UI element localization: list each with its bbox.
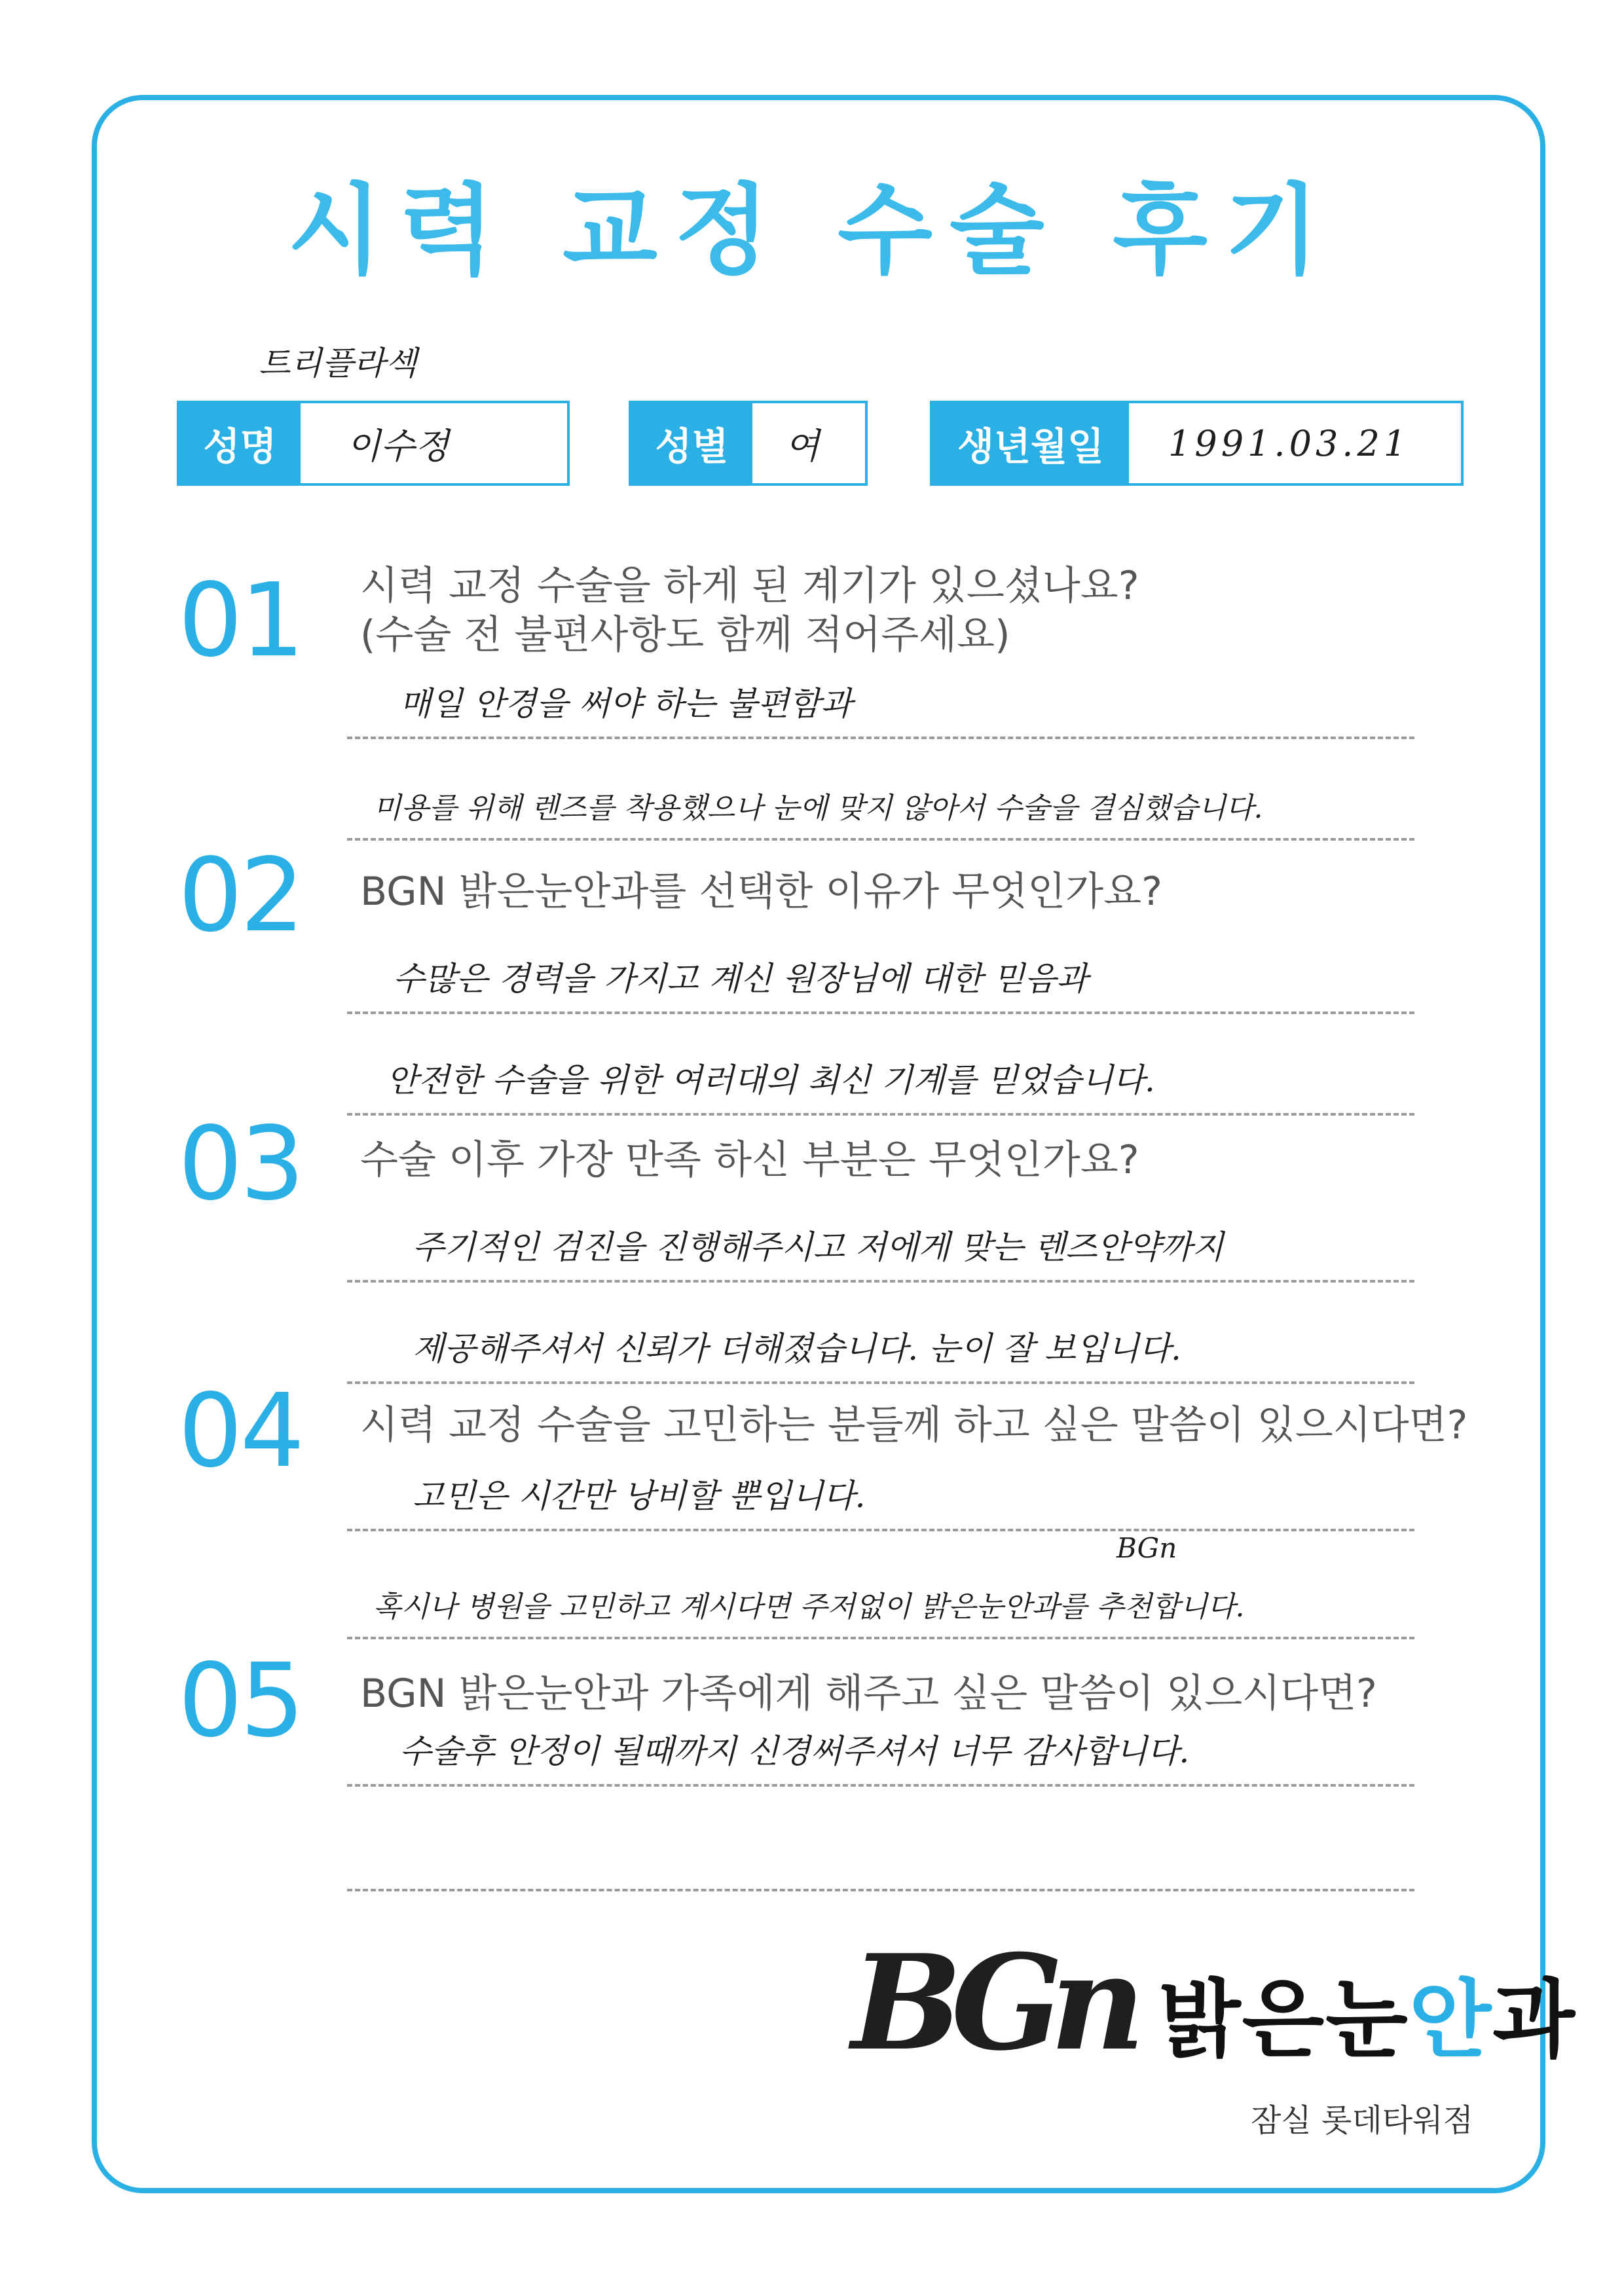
clinic-logo [851,1926,1576,2080]
clinic-name-part1: 밝은눈 [1158,1970,1409,2069]
answer-line-5b [347,1823,1414,1891]
birth-label: 생년월일 [932,403,1129,483]
surgery-type-note: 트리플라섹 [259,344,417,382]
clinic-name [1158,1970,1576,2069]
answer-line-4a [347,1463,1414,1531]
answer-line-1b [347,773,1414,841]
name-value: 이수정 [346,425,449,467]
question-number-2: 02 [178,836,303,955]
bgn-handwritten-note: BGn [1116,1532,1177,1564]
answer-line-2a [347,946,1414,1014]
question-1-line1: 시력 교정 수술을 하게 된 계기가 있으셨나요? [360,563,1139,609]
clinic-name-part2: 과 [1492,1970,1576,2069]
answer-3b: 제공해주셔서 신뢰가 더해졌습니다. 눈이 잘 보입니다. [413,1330,1181,1368]
question-3: 수술 이후 가장 만족 하신 부분은 무엇인가요? [360,1137,1139,1183]
branch-name: 잠실 롯데타워점 [1251,2102,1473,2139]
answer-1b: 미용를 위해 렌즈를 착용했으나 눈에 맞지 않아서 수술을 결심했습니다. [373,792,1263,825]
question-5: BGN 밝은눈안과 가족에게 해주고 싶은 말씀이 있으시다면? [360,1671,1377,1717]
gender-label: 성별 [631,403,752,483]
answer-3a: 주기적인 검진을 진행해주시고 저에게 맞는 렌즈안약까지 [413,1228,1224,1266]
question-2: BGN 밝은눈안과를 선택한 이유가 무엇인가요? [360,869,1162,915]
answer-2b: 안전한 수술을 위한 여러대의 최신 기계를 믿었습니다. [386,1061,1155,1099]
answer-4b: 혹시나 병원을 고민하고 계시다면 주저없이 밝은눈안과를 추천합니다. [373,1590,1245,1624]
answer-line-5a [347,1719,1414,1787]
answer-line-4b [347,1571,1414,1639]
gender-value: 여 [785,425,820,467]
question-number-4: 04 [178,1372,303,1490]
birth-value: 1991.03.21 [1168,422,1411,464]
answer-line-3b [347,1316,1414,1384]
question-number-5: 05 [178,1641,303,1760]
page-title: 시력 교정 수술 후기 [287,174,1337,288]
name-box [177,401,570,486]
answer-line-2b [347,1048,1414,1116]
answer-line-1a [347,671,1414,739]
question-number-1: 01 [178,561,303,680]
question-number-3: 03 [178,1104,303,1223]
answer-line-3a [347,1214,1414,1283]
gender-box [629,401,868,486]
clinic-name-accent: 안 [1409,1970,1493,2069]
answer-5a: 수술후 안정이 될때까지 신경써주셔서 너무 감사합니다. [399,1732,1190,1770]
answer-2a: 수많은 경력을 가지고 계신 원장님에 대한 믿음과 [393,960,1088,998]
answer-1a: 매일 안경을 써야 하는 불편함과 [399,685,853,723]
question-1-line2: (수술 전 불편사항도 함께 적어주세요) [360,612,1010,658]
question-4: 시력 교정 수술을 고민하는 분들께 하고 싶은 말씀이 있으시다면? [360,1402,1468,1448]
birth-box [930,401,1464,486]
name-label: 성명 [179,403,301,483]
answer-4a: 고민은 시간만 낭비할 뿐입니다. [413,1477,866,1515]
bgn-logo-mark: BGn [851,1926,1132,2080]
question-1 [360,562,1139,660]
